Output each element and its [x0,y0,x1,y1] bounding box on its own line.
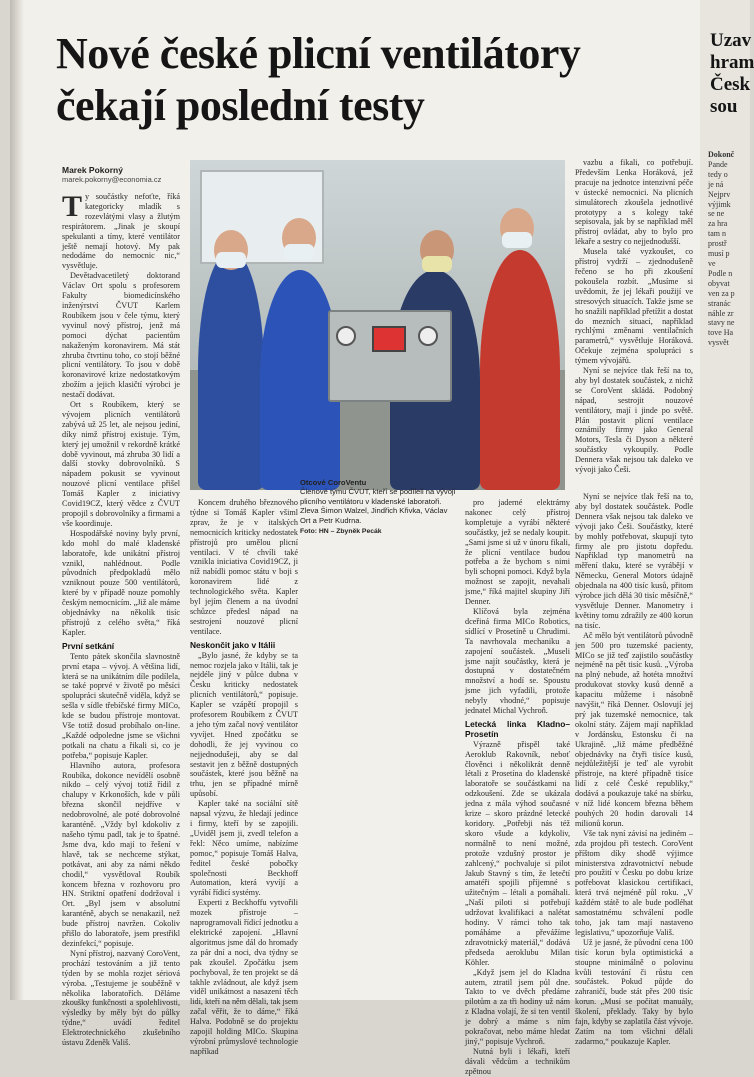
paragraph: Nyní se nejvíce tlak řeší na to, aby byl dostatek součástek, z nichž se CoroVent skládá. Podobný nápad, sestrojit nouzové ventilátory, mají i jinde po světě. Plán postavit plicní ventilace oznámily firmy jako General Motors, Tesla či Dyson a některé součástky vykoupily. Podle Dennera však nejsou tak daleko ve vývoji jako Češi. [575,366,693,475]
paragraph: pro jaderné elektrárny nakonec celý přístroj kompletuje a vyrábí některé součástky, jež se nedaly koupit. „Sami jsme si už v únoru fikali, že plicní ventilace budou potřeba a že bychom s nimi byli schopni pomoci. Když byla možnost se zapojit, nevahali jsme,“ říká majitel skupiny Jiří Denner. [465,498,570,607]
paragraph: Koncem druhého březnového týdne si Tomáš Kapler všiml zprav, že je v italských nemocnicích kriticky nedostatek přístrojů pro umělou plicní ventilaci. V té chvíli také vznikla iniciativa Covid19CZ, ji níž nabídli pomoc státu v boji s koronavirem lidé z technologického světa. Kapler byl jejím členem a na úvodní schůzce předesl nápad na sestrojení nouzové plicní ventilace. [190,498,298,636]
adjacent-line: Podle n [708,268,733,278]
drop-cap: T [62,190,83,223]
adjacent-line: tam n [708,229,726,239]
paragraph: Vše tak nyní závisí na jediném – zda projdou při testech. CoroVent příštom díky shodě výjimce ministerstva zdravotnictví nebude pro použití v Česku po dobu krize potřebovat klasickou certifikaci, která trvá nejméně půl roku. „V každém státě to ale bude podléhat samostatnému schválení podle toho, jak tam mají nastaveno legislativu,“ upozorňuje Vališ. [575,828,693,937]
column-1 [62,190,180,1048]
headline-line: Nové české plicní ventilátory [56,29,581,78]
photo-caption [300,478,460,536]
adjacent-label: Dokonč [708,150,735,159]
paragraph: Už je jasné, že původní cena 100 tisíc korun byla optimistická a stoupne minimálně o polovinu kvůli testování či růstu cen součástek. Pokud půjde do zahraničí, bude stát přes 200 tisíc korun. „Musí se počítat manuály, školení, překlady. Taky by bylo fajn, kdyby se zaplatila část vývoje. Zatím na tom všichni dělali zadarmo,“ poukazuje Kapler. [575,937,693,1046]
paragraph: Hlavního autora, profesora Roubíka, dokonce nevídělí osobně nikdo – celý vývoj totiž řídil z chalupy v Krkonoších, kde v půli března skončil nejdříve v nedobrovolné, ale poté dobrovolné karanténě. „Vždy byl kdokoliv z našeho týmu padl, tak je to špatné. Jsme dva, kdo mají to řešení v hlavě, tak se nechceme stýkat, potkávat, ani aby za námi někdo chodil,“ vysvětloval Roubík koncem března v rozhovoru pro HN. Striktní opatření dodržoval i Ort. „Byl jsem v absolutní karanténě, abych se nenakazil, než bude přístroj navržen. Cokoliv přišlo do laboratoře, jsem prestřikl dezinfekcí,“ popisuje. [62,760,180,948]
paragraph: Nyní se nejvíce tlak řeší na to, aby byl dostatek součástek. Podle Dennera však nejsou tak daleko ve vývoji jako Češi. Součástky, které by mohly potřebovat, skupují tyto firmy ale pro jistotu dopředu. Například typ manometrů na měření tlaku, které se vyrábějí v Německu, General Motors údajně objednala na 400 tisíc kusů, přitom výrobce jich dělá 30 tisíc měsíčně,“ vysvětluje Denner. Manometry i květiny tomu zdražily ze 400 korun na tisíc. [575,492,693,630]
person-1-mask [216,252,246,268]
subheading: Neskončit jako v Itálii [190,639,276,650]
adjacent-line: vysvět [708,338,729,348]
paragraph: Nutná byli i lékaři, kteří dávali vědcům a technikům zpětnou [465,1046,570,1076]
paragraph: Ač mělo být ventilátorů původně jen 500 pro tuzemské pacienty, MICo se již teď zajistilo součástky nejméně na pět tisíc kusů. „Výroba na plný nebude, až hotéta množtví produkovat stovky kusů denně a kapacitu můžeme i násobně navýšit,“ říká Denner. Oslovují jej prý jak tuzemské nemocnice, tak okolní státy. Zájem mají například v Jordánsku, Estonsku či na Ukrajině. „Již máme předběžné objednávky na čtyři tisíce kusů, nejdůležitější je teď ale vyrobit přístroje, na které případně tisíce lidí z celé České republiky,“ dodává a poukazuje také na sbírku, v níž lidé koncem března během pouhých 20 hodin darovali 14 milionů korun. [575,630,693,828]
paragraph: „Když jsem jel do Kladna autem, ztratil jsem půl dne. Takto to ve dvěch předáme pilotům a za tři hodiny už nám z Kladna volají, že si ten ventil je dobrý a máme s ním pokračovat, nebo máme hledat jiný,“ popisuje Vychroň. [465,967,570,1046]
column-2 [190,498,298,1056]
adjacent-line: tove Ha [708,328,734,338]
subheading: První setkání [62,640,115,651]
photo-credit: Foto: HN – Zbyněk Pecák [300,528,382,536]
page-fold-shadow [10,0,24,1000]
paragraph: Devětadvacetiletý doktorand Václav Ort spolu s profesorem Fakulty biomedicínského inženýrství ČVUT Karlem Roubíkem jsou v čele týmu, který vyvinul nový přístroj, jenž má pomoci dýchat pacientům nakaženým koronavirem. Má stát zhruba čtvrtinu toho, co stojí běžné plicní ventilátory. To jsou v době koronavirové krize nedostatkovým zbožím a jejich klasičtí výrobci je nestačí dodávat. [62,271,180,400]
paragraph: Ort s Roubíkem, který se vývojem plicních ventilátorů zabývá už 25 let, ale nejsou jediní, díky nimž přístroj existuje. Tým, který jej umožnil v rekordně krátké době vyvinout, má zhruba 30 lidí a další stovky dobrovolníků. S nápadem pokusit se vyvinout nouzové plicní ventilace přišel Tomáš Kapler z iniciativy Covid19CZ, který vědce z ČVUT propojil s dobrovolníky a firmami a vše koordinuje. [62,400,180,528]
ventilator-device [328,310,452,402]
adjacent-line: prostř [708,239,727,249]
paragraph: Nyní přístroj, nazvaný CoroVent, prochází testováním a již tento týden by se mohla rozjet sériová výroba. „Testujeme je souběžně v několika laboratořích. Děláme zkoušky funkčnosti a spolehlivosti, výsledky by měly být do půlky týdne,“ uvádí ředitel Elektrotechnického zkušebního ústavu Zdeněk Vališ. [62,948,180,1048]
caption-title: Otcové CoroVentu [300,478,367,487]
adjacent-headline-line: sou [710,96,738,117]
person-4 [480,250,560,490]
adjacent-line: Pande [708,159,728,169]
adjacent-line: za hra [708,219,728,229]
adjacent-line: náhle zr [708,308,734,318]
adjacent-headline-line: Uzav [710,30,752,51]
adjacent-line: tedy o [708,169,728,179]
adjacent-headline-line: Česk [710,74,751,95]
gauge-icon [418,326,438,346]
adjacent-headline [710,30,754,118]
paragraph: Klíčová byla zejména dceřiná firma MICo Robotics, sídlící v Prosetíně u Chrudimi. Ta navrhovala mechaniku a zapojení součástek. „Museli jsme najít součástky, která je dostupná v dostatečném množství a hodí se. Spoustu jsme jich vyfadili, protože nebyly vhodné,“ popisuje jednatel Michal Vychroň. [465,606,570,716]
headline-line: čekají poslední testy [56,81,425,130]
intro-paragraph: Ty součástky nefoťte, říká kategoricky mladík s rozevlátými vlasy a žlutým respirátorem. „Jinak je skoupí spekulanti a tímy, které ventilátor ještě nemají hotový. My pak nedodáme do nemocnic nic,“ vysvětluje. [62,190,180,271]
paragraph: Výrazně přispěl také Aeroklub Rakovník, neboť člověnci i několikrát denně létali z Prosetína do kladenské laboratoře se součástkami na odzkoušení. Zde se ukázala jedna z mála výhod současné krize – skoro prázdné letecké koridory. „Potřebji nás též skoro všude a kdykoliv, normálně to není možné, protože vzdušný prostor je zahlcený,“ pochvaluje si pilot Jakub Stavný s tím, že letečtí amatéři spojili příjemné s užitečným – létali a pomáhali. „Naší piloti si potřebují udržovat kvalifikaci a nalétat hodiny. V rámci toho tak pomáháme a převážíme zdravotnický materiál,“ dodává předseda aeroklubu Milan Köhler. [465,739,570,967]
team-photo [190,160,565,490]
author-email: marek.pokorny@economia.cz [62,175,162,184]
subheading: Letecká linka Kladno–Prosetín [465,718,570,739]
person-1 [198,250,264,490]
person-4-mask [502,232,532,248]
column-3 [575,158,693,488]
adjacent-line: stranác [708,298,731,308]
author-name: Marek Pokorný [62,165,123,175]
paragraph: Experti z Beckhoffu vytvořili mozek přístroje – naprogramovali řídicí jednotku a elektrické zapojení. „Hlavní algoritmus jsme dál do hromady za pár dní a noci, dva týdny se pak zkoušel. Zpočátku jsem pochyboval, že ten projekt se dá takhle zvládnout, ale když jsem viděl unikátnost a nasazení těch lidí, kteří na něm dělali, tak jsem začal věřit, že to dáme,“ říká Halva. Podobně se do projektu zapojil holding MICo. Skupina výrobní průmyslové technologie napříkad [190,898,298,1056]
paragraph: Kapler také na sociální sítě napsal výzvu, že hledají jedince i firmy, kteří by se zapojili. „Uviděl jsem ji, zvedl telefon a řekl: Něco umíme, nabízíme pomoc,“ popisuje Tomáš Halva, ředitel české pobočky společnosti Beckhoff Automation, která vyvíjí a vyrábí řídicí systémy. [190,799,298,898]
gauge-icon [336,326,356,346]
adjacent-line: ve [708,258,716,268]
adjacent-line: obyvat [708,278,730,288]
newspaper-page [10,0,700,1076]
paragraph: Musela také vyzkoušet, co přístroj vydrží – zjednodušeně řečeno se ho při zkoušení pokoušela rozbít. „Musíme si uvědomit, že jej lékaři použijí ve stresových situacích. Takže jsme se ho snažili například přetížit a dostat do mezních situací, například rychlými změnami ventilačních parametrů,“ vysvětluje Horáková. Očekuje zejména spolupráci s týmem vývojářů. [575,247,693,366]
adjacent-line: stavy ne [708,318,735,328]
adjacent-line: ven za p [708,288,735,298]
column-5 [575,492,693,1046]
adjacent-line: výjimk [708,199,731,209]
byline [62,165,161,184]
caption-body: Členové týmu ČVUT, kteří se podíleli na vývoji plicního ventilátoru v kladenské laboratoři. Zleva Šimon Walzel, Jindřich Křivka, Václav Ort a Petr Kudrna. [300,487,456,525]
adjacent-line: je ná [708,179,724,189]
person-3-mask [422,256,452,272]
adjacent-body [708,150,748,348]
adjacent-article [700,0,754,1000]
adjacent-line: Nejprv [708,189,731,199]
paragraph: Hospodářské noviny byly první, kdo mohl do malé kladenské laboratoře, kde unikátní přístroj vznikl, nahlédnout. Podle původních předpokladů mělo vzniknout pouze 500 ventilátorů, které by v případě nouze pomohly českým nemocnicím. „Již ale máme objednávky na několik tisíc přístrojů z celého světa,“ říká Kapler. [62,528,180,637]
adjacent-line: se ne [708,209,725,219]
column-4 [465,498,570,1076]
headline [56,28,706,132]
paragraph: vazbu a fikali, co potřebují. Především Lenka Horáková, jež pracuje na jednotce intenzivní péče v ústecké nemocnici. Na plicních simulátorech zkoušela jednotlivé prototypy a s kolegy také sepisovala, jak by se například měl přístroj ovládat, aby to bylo pro lékaře a sestry co nejjednodušší. [575,158,693,247]
adjacent-line: musí p [708,249,730,259]
person-2-mask [284,244,314,260]
paragraph: Tento pátek skončila slavnostně první etapa – vývoj. A většina lidí, která se na unikátním díle podílela, se také poprvé v životě po měsíci spolupráci skutečně viděla, když se sešla v sídle třebíčské firmy MICo, kde se budou přístroje montovat. Vše totiž dosud probíhalo on-line. „Každé odpoledne jsme se všichni potkali na chatu a řikali si, co je potřeba,“ popisuje Kapler. [62,651,180,760]
device-screen [372,326,406,352]
paragraph: „Bylo jasné, že kdyby se ta nemoc rozjela jako v Itálii, tak je nejdéle jiný v půlce dubna v Česku kriticky nedostatek plicních ventilátorů,“ popisuje. Kapler se vzápětí propojil s profesorem Roubíkem z ČVUT a jeho tým začal nový ventilátor vyvíjet. Hned zpočátku se dohodli, že jej vyvinou co nejjednodušeji, aby se dal sestavit jen z běžně dostupných součástek, které jsou běžně na trhu, jen se případné mírně upůsobí. [190,650,298,799]
adjacent-headline-line: hram [710,52,754,73]
